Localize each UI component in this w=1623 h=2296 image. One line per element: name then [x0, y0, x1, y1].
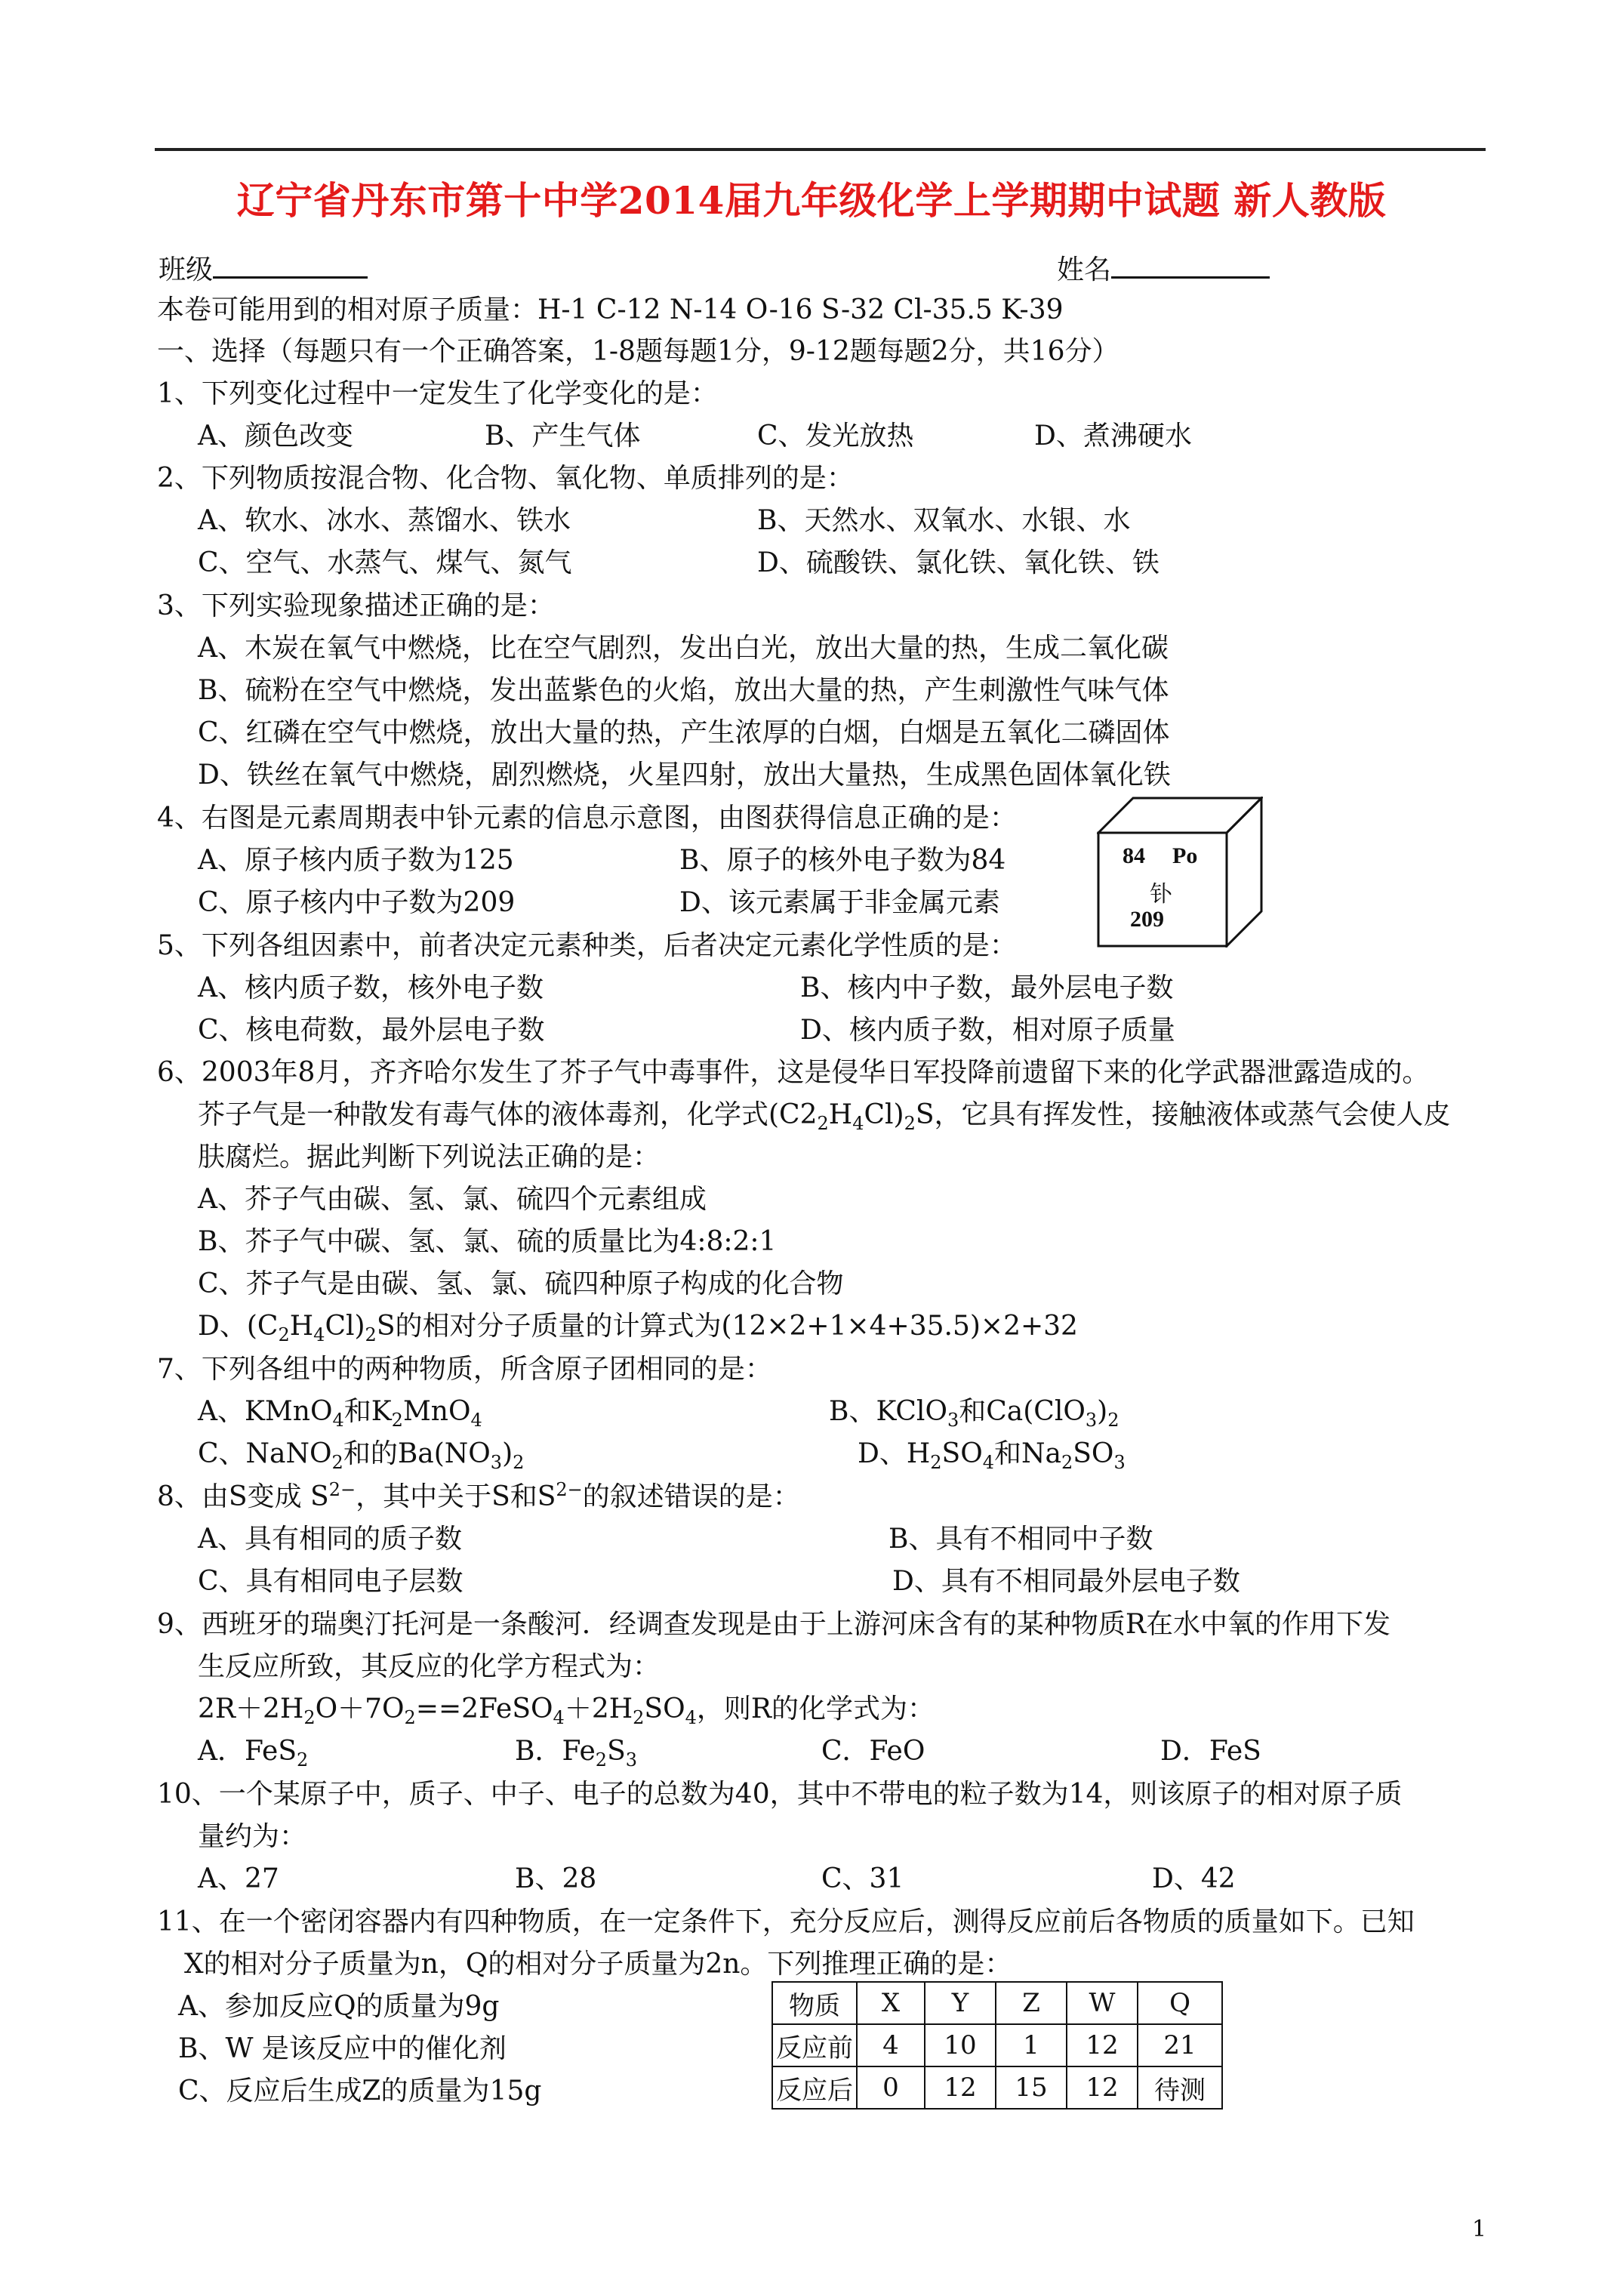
table-cell: 反应前 — [772, 2024, 857, 2066]
q8-option-d[interactable]: D、具有不相同最外层电子数 — [892, 1566, 1240, 1597]
q8-option-b[interactable]: B、具有不相同中子数 — [888, 1524, 1153, 1555]
q6-line2: 芥子气是一种散发有毒气体的液体毒剂，化学式$(C2_2H_4Cl)_2S$，它具有挥发性，接触液体或蒸气会使人皮 — [198, 1099, 1451, 1135]
q3-option-c[interactable]: C、红磷在空气中燃烧，放出大量的热，产生浓厚的白烟，白烟是五氧化二磷固体 — [198, 717, 1170, 748]
q3-option-d[interactable]: D、铁丝在氧气中燃烧，剧烈燃烧，火星四射，放出大量热，生成黑色固体氧化铁 — [198, 760, 1171, 791]
class-field — [159, 249, 368, 287]
table-cell: 12 — [925, 2066, 996, 2109]
q7-option-c[interactable]: C、NaNO$_2$和的$Ba(NO_3)_2$ — [198, 1438, 525, 1474]
q8-option-c[interactable]: C、具有相同电子层数 — [198, 1566, 463, 1597]
q10-option-b[interactable]: B、28 — [515, 1863, 597, 1894]
q1-stem: 1、下列变化过程中一定发生了化学变化的是： — [157, 378, 718, 409]
table-row — [772, 2066, 1222, 2109]
element-name: 钋 — [1150, 882, 1172, 907]
table-row — [772, 2024, 1222, 2066]
table-header-row — [772, 1982, 1222, 2024]
q10-option-d[interactable]: D、42 — [1152, 1863, 1236, 1894]
q9-equation: $2R+2H_2O+7O_2==2FeSO_4+2H_2SO_4$，则R的化学式为： — [198, 1693, 935, 1729]
q1-option-a[interactable]: A、颜色改变 — [198, 421, 353, 451]
q10-line2: 量约为： — [198, 1821, 307, 1852]
q5-option-c[interactable]: C、核电荷数，最外层电子数 — [198, 1015, 545, 1046]
table-cell: 待测 — [1138, 2066, 1222, 2109]
q11-line1: 11、在一个密闭容器内有四种物质，在一定条件下，充分反应后，测得反应前后各物质的质量如下。已知 — [157, 1906, 1415, 1937]
q11-option-a[interactable]: A、参加反应Q的质量为9g — [178, 1991, 500, 2022]
q5-option-d[interactable]: D、核内质子数，相对原子质量 — [800, 1015, 1175, 1046]
q2-option-b[interactable]: B、天然水、双氧水、水银、水 — [757, 505, 1131, 536]
table-cell: 1 — [996, 2024, 1067, 2066]
q9-option-b-text: B．Fe — [515, 1736, 596, 1767]
q9-line2: 生反应所致，其反应的化学方程式为： — [198, 1651, 661, 1682]
q6-option-d[interactable]: D、$(C_2H_4Cl)_2S$的相对分子质量的计算式为(12×2+1×4+35.5)×2+32 — [198, 1311, 1078, 1346]
q4-option-d[interactable]: D、该元素属于非金属元素 — [679, 887, 1000, 918]
q3-option-a[interactable]: A、木炭在氧气中燃烧，比在空气剧烈，发出白光，放出大量的热，生成二氧化碳 — [198, 633, 1169, 664]
q6-line1: 6、2003年8月，齐齐哈尔发生了芥子气中毒事件，这是侵华日军投降前遗留下来的化学武器泄露造成的。 — [157, 1057, 1430, 1088]
element-symbol: Po — [1172, 843, 1198, 868]
q6-line3: 肤腐烂。据此判断下列说法正确的是： — [198, 1142, 661, 1173]
name-blank[interactable] — [1111, 249, 1270, 279]
table-header-cell: Q — [1138, 1982, 1222, 2024]
q8-stem: 8、由S变成 $S^{2-}$，其中关于S和$S^{2-}$的叙述错误的是： — [157, 1479, 800, 1512]
mass-table — [771, 1981, 1223, 2110]
page-title: 辽宁省丹东市第十中学2014届九年级化学上学期期中试题 新人教版 — [236, 178, 1387, 223]
table-cell: 12 — [1067, 2024, 1138, 2066]
q9-option-c[interactable]: C．FeO — [821, 1736, 925, 1767]
q5-option-b[interactable]: B、核内中子数，最外层电子数 — [800, 972, 1174, 1003]
element-number: 84 — [1123, 843, 1145, 868]
q5-stem: 5、下列各组因素中，前者决定元素种类，后者决定元素化学性质的是： — [157, 930, 1017, 961]
q8-option-a[interactable]: A、具有相同的质子数 — [198, 1524, 462, 1555]
class-label: 班级 — [159, 254, 214, 285]
element-mass: 209 — [1130, 907, 1164, 932]
section-heading: 一、选择（每题只有一个正确答案，1-8题每题1分，9-12题每题2分，共16分） — [157, 336, 1119, 367]
q10-option-c[interactable]: C、31 — [821, 1863, 904, 1894]
q6-option-d-text: S的相对分子质量的计算式为(12×2+1×4+35.5)×2+32 — [376, 1311, 1078, 1342]
q9-equation-tail: ，则R的化学式为： — [696, 1693, 935, 1724]
page-number: 1 — [1472, 2216, 1487, 2242]
header-rule — [155, 148, 1486, 151]
atomic-masses: 本卷可能用到的相对原子质量：H-1 C-12 N-14 O-16 S-32 Cl-35.5 K-39 — [157, 294, 1064, 325]
q3-option-b[interactable]: B、硫粉在空气中燃烧，发出蓝紫色的火焰，放出大量的热，产生刺激性气味气体 — [198, 675, 1169, 706]
q6-line2-text-end: S，它具有挥发性，接触液体或蒸气会使人皮 — [915, 1099, 1451, 1130]
table-cell: 21 — [1138, 2024, 1222, 2066]
table-cell: 10 — [925, 2024, 996, 2066]
table-header-cell: W — [1067, 1982, 1138, 2024]
q4-option-b[interactable]: B、原子的核外电子数为84 — [679, 845, 1006, 876]
q10-line1: 10、一个某原子中，质子、中子、电子的总数为40，其中不带电的粒子数为14，则该原子的相对原子质 — [157, 1779, 1403, 1810]
q9-option-d[interactable]: D．FeS — [1160, 1736, 1261, 1767]
cube-outline — [1097, 797, 1263, 948]
class-blank[interactable] — [213, 249, 368, 279]
table-header-cell: 物质 — [772, 1982, 857, 2024]
q3-stem: 3、下列实验现象描述正确的是： — [157, 590, 555, 621]
table-cell: 12 — [1067, 2066, 1138, 2109]
q1-option-d[interactable]: D、煮沸硬水 — [1034, 421, 1192, 451]
q2-option-a[interactable]: A、软水、冰水、蒸馏水、铁水 — [198, 505, 571, 536]
q11-option-b[interactable]: B、W 是该反应中的催化剂 — [178, 2033, 507, 2064]
q9-option-a[interactable]: A．FeS$_2$ — [198, 1736, 309, 1771]
q4-stem: 4、右图是元素周期表中钋元素的信息示意图，由图获得信息正确的是： — [157, 803, 1017, 834]
q9-option-a-text: A．FeS — [198, 1736, 297, 1767]
q2-stem: 2、下列物质按混合物、化合物、氧化物、单质排列的是： — [157, 463, 854, 494]
q6-line2-text: 芥子气是一种散发有毒气体的液体毒剂，化学式(C — [198, 1099, 800, 1130]
q10-option-a[interactable]: A、27 — [198, 1863, 279, 1894]
table-cell: 反应后 — [772, 2066, 857, 2109]
q6-option-a[interactable]: A、芥子气由碳、氢、氯、硫四个元素组成 — [198, 1184, 707, 1215]
q4-option-c[interactable]: C、原子核内中子数为209 — [198, 887, 516, 918]
table-header-cell: Z — [996, 1982, 1067, 2024]
q5-option-a[interactable]: A、核内质子数，核外电子数 — [198, 972, 544, 1003]
table-header-cell: X — [857, 1982, 925, 2024]
q1-option-b[interactable]: B、产生气体 — [485, 421, 641, 451]
q6-option-b[interactable]: B、芥子气中碳、氢、氯、硫的质量比为4:8:2:1 — [198, 1226, 777, 1257]
table-cell: 4 — [857, 2024, 925, 2066]
q11-option-c[interactable]: C、反应后生成Z的质量为15g — [178, 2076, 542, 2106]
name-field — [1057, 249, 1270, 287]
q8-stem-text-end: 的叙述错误的是： — [582, 1481, 800, 1512]
name-label: 姓名 — [1057, 254, 1112, 285]
q7-option-d[interactable]: D、$H_2SO_4$和$Na_2SO_3$ — [858, 1438, 1126, 1474]
q11-line2: X的相对分子质量为n，Q的相对分子质量为2n。下列推理正确的是： — [184, 1949, 1012, 1980]
q7-stem: 7、下列各组中的两种物质，所含原子团相同的是： — [157, 1354, 772, 1385]
table-header-cell: Y — [925, 1982, 996, 2024]
q4-option-a[interactable]: A、原子核内质子数为125 — [198, 845, 514, 876]
q8-stem-text-mid: ，其中关于S和S — [356, 1481, 556, 1512]
q6-option-c[interactable]: C、芥子气是由碳、氢、氯、硫四种原子构成的化合物 — [198, 1268, 844, 1299]
q1-option-c[interactable]: C、发光放热 — [757, 421, 914, 451]
q2-option-d[interactable]: D、硫酸铁、氯化铁、氧化铁、铁 — [757, 547, 1160, 578]
q8-stem-text: 8、由S变成 S — [157, 1481, 329, 1512]
q2-option-c[interactable]: C、空气、水蒸气、煤气、氮气 — [198, 547, 572, 578]
q9-line1: 9、西班牙的瑞奥汀托河是一条酸河．经调查发现是由于上游河床含有的某种物质R在水中氧的作用下发 — [157, 1609, 1391, 1640]
q7-option-a[interactable]: A、KMnO$_4$和$K_2MnO_4$ — [198, 1396, 482, 1432]
element-cell-figure — [1097, 797, 1263, 948]
table-cell: 0 — [857, 2066, 925, 2109]
q7-option-b[interactable]: B、KClO$_3$和$Ca(ClO_3)_2$ — [829, 1396, 1119, 1432]
table-cell: 15 — [996, 2066, 1067, 2109]
q9-option-b[interactable]: B．$Fe_2S_3$ — [515, 1736, 638, 1771]
